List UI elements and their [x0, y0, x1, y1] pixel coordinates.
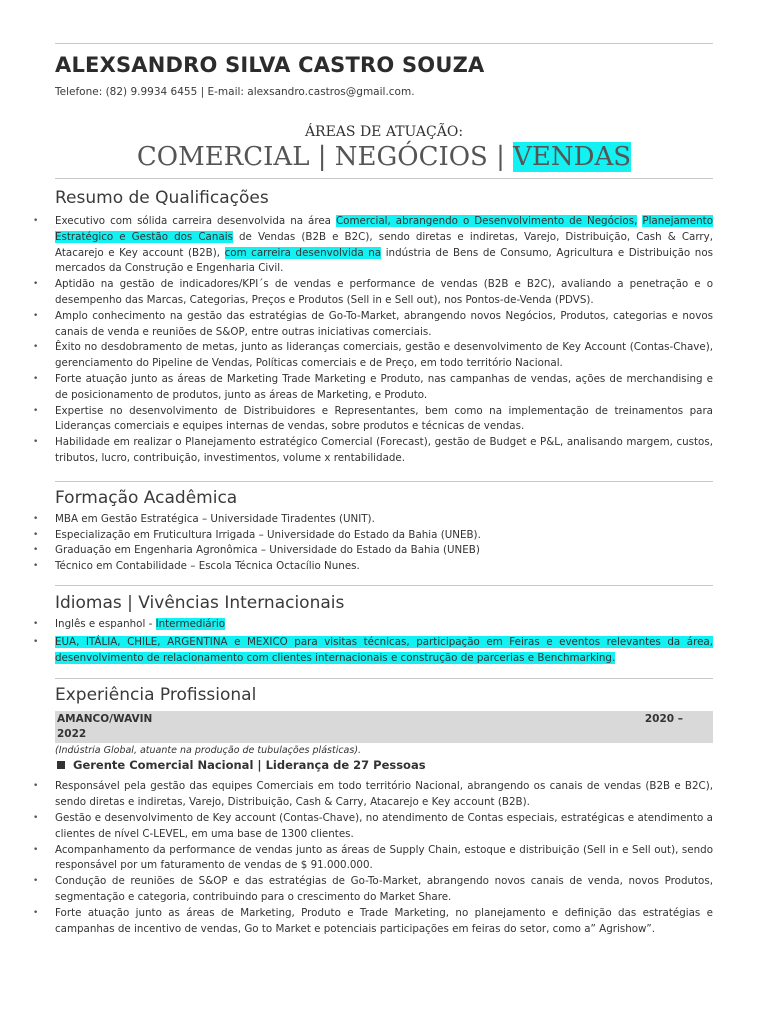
- job-role-text: Gerente Comercial Nacional | Liderança de 27 Pessoas: [73, 758, 426, 773]
- areas-highlight: VENDAS: [513, 142, 632, 172]
- list-item: • Especialização em Fruticultura Irrigada – Universidade do Estado da Bahia (UNEB).: [55, 528, 713, 544]
- list-item: • Acompanhamento da performance de vendas junto as áreas de Supply Chain, estoque e distribuição (Sell in e Sell out), sendo responsável por um faturamento de vendas de $ 91.000.000.: [55, 843, 713, 875]
- highlight-run: Intermediário: [155, 617, 226, 630]
- list-item: • Forte atuação junto as áreas de Marketing Trade Marketing e Produto, nas campanhas de vendas, ações de merchandising e de posicionamento de produtos, junto as áreas de Marketing, e Produto.: [55, 372, 713, 404]
- areas-title: [55, 141, 713, 173]
- top-divider: [55, 43, 713, 44]
- section-title-resumo: Resumo de Qualificações: [55, 188, 269, 208]
- list-item: • Expertise no desenvolvimento de Distribuidores e Representantes, bem como na implementação de treinamentos para Lideranças comerciais e equipes internas de vendas, sobre produtos e técnicas de vendas.: [55, 404, 713, 436]
- company-bar: [55, 711, 713, 743]
- formacao-list: [55, 512, 713, 575]
- areas-label: ÁREAS DE ATUAÇÃO:: [304, 124, 464, 140]
- divider-2: [55, 481, 713, 482]
- divider-3: [55, 585, 713, 586]
- job-role: [55, 757, 713, 773]
- section-title-idiomas: Idiomas | Vivências Internacionais: [55, 592, 345, 613]
- list-item: [55, 617, 713, 633]
- section-title-formacao: Formação Acadêmica: [55, 487, 238, 508]
- company-name: AMANCO/WAVIN: [57, 713, 153, 726]
- list-item: [55, 214, 713, 277]
- contact-line: Telefone: (82) 9.9934 6455 | E-mail: alexsandro.castros@gmail.com.: [55, 86, 415, 98]
- square-bullet-icon: [57, 761, 65, 769]
- text-run: Executivo com sólida carreira desenvolvida na área: [55, 215, 336, 227]
- highlight-run: Planejamento Estratégico e Gestão dos Canais: [55, 215, 713, 243]
- idiomas-list: [55, 617, 713, 666]
- years-end: 2022: [57, 728, 87, 741]
- highlight-run: com carreira desenvolvida na: [224, 246, 382, 259]
- candidate-name: ALEXSANDRO SILVA CASTRO SOUZA: [55, 53, 485, 77]
- divider-4: [55, 678, 713, 679]
- list-item: • Técnico em Contabilidade – Escola Técnica Octacílio Nunes.: [55, 559, 713, 575]
- list-item: • Aptidão na gestão de indicadores/KPI´s de vendas e performance de vendas (B2B e B2C), avaliando a penetração e o desempenho das Marcas, Categorias, Preços e Produtos (Sell in e Sell out), nos Pontos-de-Venda (PDVS).: [55, 277, 713, 309]
- list-item: • Graduação em Engenharia Agronômica – Universidade do Estado da Bahia (UNEB): [55, 543, 713, 559]
- list-item: • Êxito no desdobramento de metas, junto as lideranças comerciais, gestão e desenvolvimento de Key Account (Contas-Chave), gerenciamento do Pipeline de Vendas, Políticas comerciais e de Preço, em todo território Nacional.: [55, 340, 713, 372]
- list-item: • Forte atuação junto as áreas de Marketing, Produto e Trade Marketing, no planejamento e definição das estratégias e campanhas de incentivo de vendas, Go to Market e potenciais participações em feiras do setor, como a” Agrishow”.: [55, 906, 713, 938]
- highlight-run: EUA, ITÁLIA, CHILE, ARGENTINA e MEXICO para visitas técnicas, participação em Feiras e eventos relevantes da área, desenvolvimento de relacionamento com clientes internacionais e construção de parcerias e Benchmarking.: [55, 635, 713, 664]
- list-item: • Condução de reuniões de S&OP e das estratégias de Go-To-Market, abrangendo novos canais de venda, novos Produtos, segmentação e categoria, contribuindo para o crescimento do Market Share.: [55, 874, 713, 906]
- experiencia-list: [55, 779, 713, 937]
- list-item: • Responsável pela gestão das equipes Comerciais em todo território Nacional, abrangendo os canais de vendas (B2B e B2C), sendo diretas e indiretas, Varejo, Distribuição, Cash & Carry, Atacarejo e Key account (B2B).: [55, 779, 713, 811]
- divider-1: [55, 178, 713, 179]
- list-item: • Gestão e desenvolvimento de Key account (Contas-Chave), no atendimento de Contas especiais, estratégicas e atendimento a clientes de nível C-LEVEL, em uma base de 1300 clientes.: [55, 811, 713, 843]
- text-run: indústria de Bens de Consumo, Agricultura e Distribuição nos mercados da Construção e Engenharia Civil.: [55, 246, 713, 275]
- section-title-experiencia: Experiência Profissional: [55, 685, 257, 706]
- list-item: • Habilidade em realizar o Planejamento estratégico Comercial (Forecast), gestão de Budget e P&L, analisando margem, custos, tributos, lucro, contribuição, investimentos, volume x rentabilidade.: [55, 435, 713, 467]
- areas-plain: COMERCIAL | NEGÓCIOS |: [136, 142, 514, 172]
- list-item: • Amplo conhecimento na gestão das estratégias de Go-To-Market, abrangendo novos Negócios, Produtos, categorias e novos canais de venda e reuniões de S&OP, entre outras iniciativas comerciais.: [55, 309, 713, 341]
- text-run: Inglês e espanhol -: [55, 617, 156, 630]
- list-item: • MBA em Gestão Estratégica – Universidade Tiradentes (UNIT).: [55, 512, 713, 528]
- years-start: 2020 –: [644, 713, 683, 726]
- text-run: de Vendas (B2B e B2C), sendo diretas e indiretas, Varejo, Distribuição, Cash & Carry, Atacarejo e Key account (B2B),: [55, 230, 714, 259]
- highlight-run: Comercial, abrangendo o Desenvolvimento de Negócios,: [335, 215, 638, 227]
- company-note: (Indústria Global, atuante na produção de tubulações plásticas).: [55, 745, 362, 757]
- list-item: [55, 635, 713, 667]
- resume-page: [55, 0, 713, 937]
- resumo-list: [55, 214, 713, 467]
